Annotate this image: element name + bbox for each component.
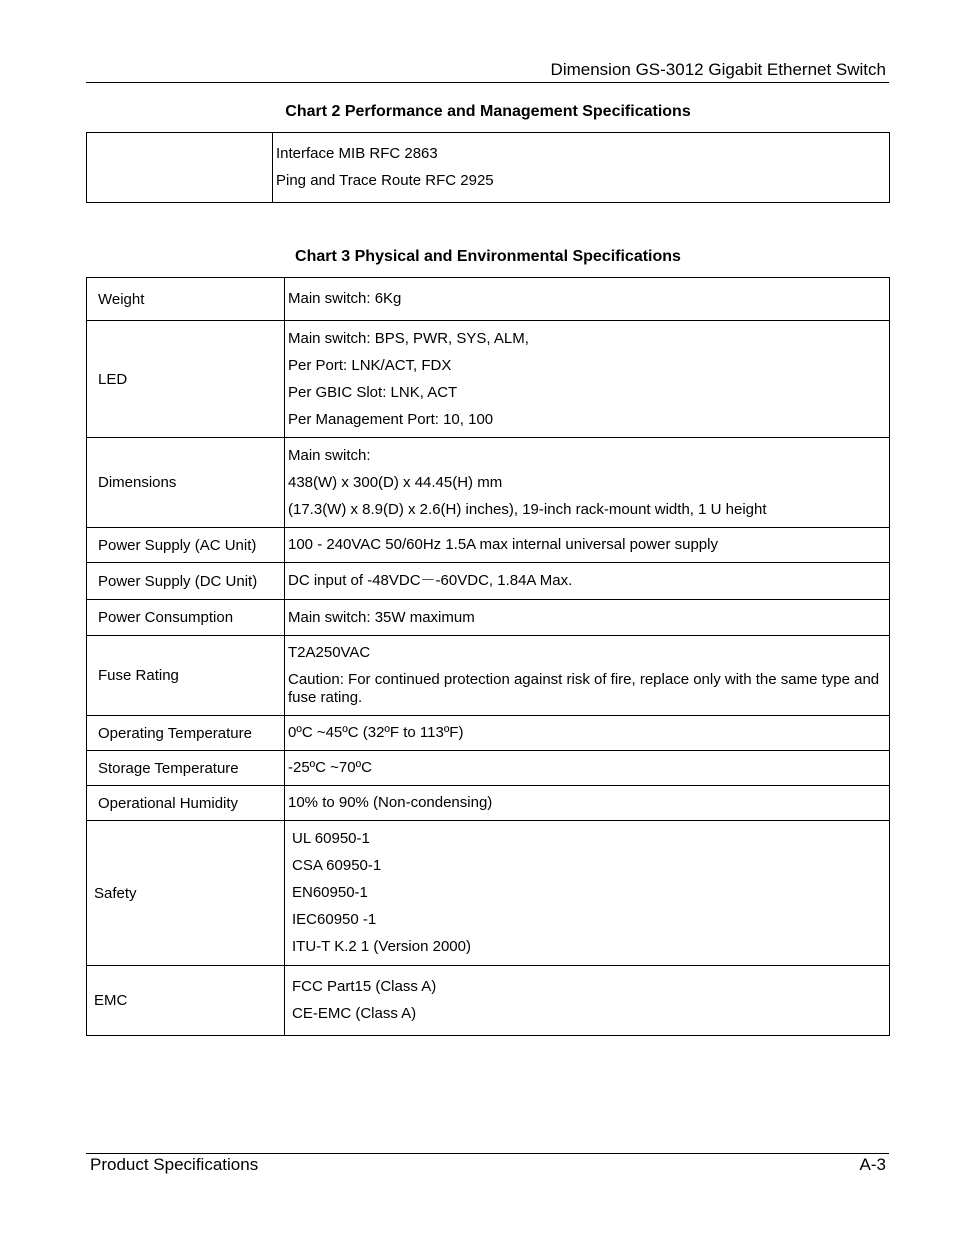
running-header: Dimension GS-3012 Gigabit Ethernet Switch xyxy=(550,60,886,79)
row-value xyxy=(285,600,890,636)
chart3-table xyxy=(86,277,890,1036)
row-value xyxy=(285,438,890,528)
footer-rule xyxy=(86,1153,889,1154)
table-row xyxy=(87,821,890,966)
table-row xyxy=(87,751,890,786)
row-label: Operational Humidity xyxy=(87,786,285,821)
row-value xyxy=(285,321,890,438)
row-value xyxy=(285,636,890,716)
value-line: -25ºC ~70ºC xyxy=(288,759,372,776)
row-label: Power Supply (DC Unit) xyxy=(87,563,285,600)
chart2-title: Chart 2 Performance and Management Specifications xyxy=(285,103,691,120)
value-line: 438(W) x 300(D) x 44.45(H) mm xyxy=(288,473,503,491)
value-line: FCC Part15 (Class A) xyxy=(292,978,437,995)
row-label: Storage Temperature xyxy=(87,751,285,786)
value-line: Per GBIC Slot: LNK, ACT xyxy=(288,383,458,401)
row-value xyxy=(285,563,890,600)
row-value xyxy=(285,528,890,563)
row-label: Safety xyxy=(87,821,285,966)
value-line: Main switch: 35W maximum xyxy=(288,608,475,626)
table-row xyxy=(87,321,890,438)
header-rule xyxy=(86,82,889,83)
footer-section-title: Product Specifications xyxy=(90,1155,259,1174)
value-line: 10% to 90% (Non-condensing) xyxy=(288,794,493,811)
value-line: 0ºC ~45ºC (32ºF to 113ºF) xyxy=(288,724,464,741)
table-row xyxy=(87,528,890,563)
table-row xyxy=(87,716,890,751)
table-row xyxy=(87,278,890,321)
row-label: Operating Temperature xyxy=(87,716,285,751)
value-line: UL 60950-1 xyxy=(292,830,370,847)
page-number: A-3 xyxy=(859,1155,886,1174)
row-label: Power Supply (AC Unit) xyxy=(87,528,285,563)
table-row xyxy=(87,786,890,821)
value-line: Main switch: xyxy=(288,446,371,464)
value-line: Ping and Trace Route RFC 2925 xyxy=(276,172,494,189)
value-line: Per Port: LNK/ACT, FDX xyxy=(288,356,452,374)
row-value xyxy=(285,786,890,821)
row-label: Fuse Rating xyxy=(87,636,285,716)
table-row xyxy=(87,438,890,528)
value-line: T2A250VAC xyxy=(288,644,371,661)
value-line: Main switch: 6Kg xyxy=(288,290,402,307)
value-line: Main switch: BPS, PWR, SYS, ALM, xyxy=(288,329,529,347)
row-label: Power Consumption xyxy=(87,600,285,636)
table-row xyxy=(87,563,890,600)
table-row xyxy=(87,600,890,636)
table-row xyxy=(87,133,890,203)
value-line: EN60950-1 xyxy=(292,884,368,901)
value-line: IEC60950 -1 xyxy=(292,911,377,928)
table-row xyxy=(87,966,890,1036)
value-line: Interface MIB RFC 2863 xyxy=(276,145,438,162)
value-line: Per Management Port: 10, 100 xyxy=(288,410,494,428)
value-line: ITU-T K.2 1 (Version 2000) xyxy=(292,938,471,955)
chart3-title: Chart 3 Physical and Environmental Specifications xyxy=(295,248,681,265)
row-label: EMC xyxy=(87,966,285,1036)
row-label: Dimensions xyxy=(87,438,285,528)
row-label: LED xyxy=(87,321,285,438)
row-value xyxy=(285,966,890,1036)
row-value xyxy=(285,716,890,751)
table-row xyxy=(87,636,890,716)
value-line: Caution: For continued protection against risk of fire, replace only with the same type and fuse rating. xyxy=(288,671,880,706)
chart2-table xyxy=(86,132,890,203)
value-line: (17.3(W) x 8.9(D) x 2.6(H) inches), 19-inch rack-mount width, 1 U height xyxy=(288,500,767,518)
row-value xyxy=(273,133,890,203)
value-line: CE-EMC (Class A) xyxy=(292,1005,417,1022)
value-line: 100 - 240VAC 50/60Hz 1.5A max internal universal power supply xyxy=(288,536,718,553)
row-label: Weight xyxy=(87,278,285,321)
value-line: CSA 60950-1 xyxy=(292,857,382,874)
value-line: DC input of -48VDC－-60VDC, 1.84A Max. xyxy=(288,572,573,589)
row-label xyxy=(87,133,273,203)
row-value xyxy=(285,821,890,966)
row-value xyxy=(285,278,890,321)
row-value xyxy=(285,751,890,786)
